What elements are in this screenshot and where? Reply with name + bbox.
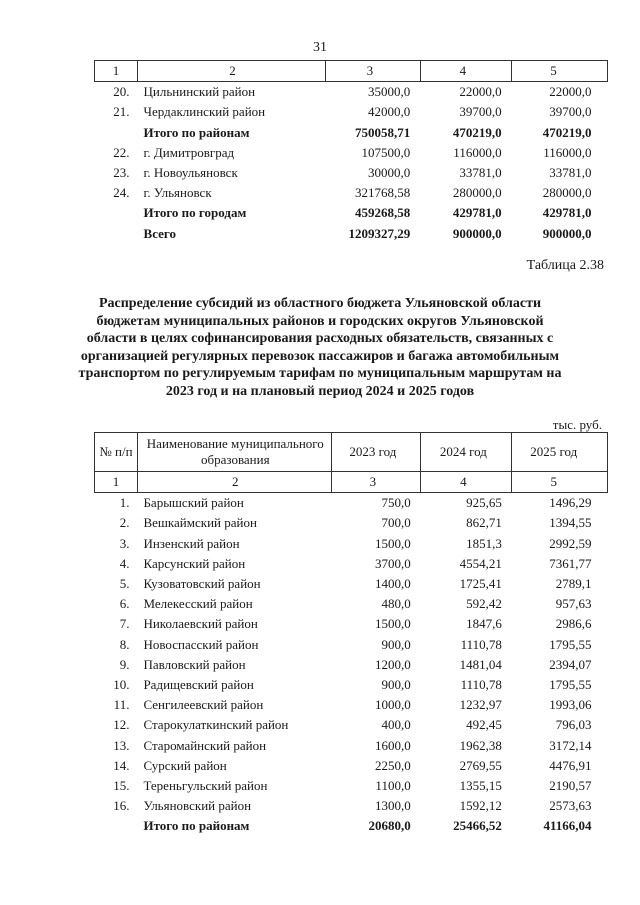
amount-cell: 1232,97 [459, 697, 502, 713]
amount-cell: 7361,77 [549, 555, 592, 571]
municipality-name: Тереньгульский район [143, 777, 268, 793]
header-cell: 2024 год [421, 433, 512, 472]
municipality-name: г. Новоульяновск [143, 165, 238, 181]
row-number: 12. [113, 717, 130, 733]
amount-cell: 25466,52 [453, 818, 502, 834]
amount-cell: 862,71 [466, 515, 502, 531]
municipality-name: Итого по районам [143, 818, 250, 834]
header-cell: 4 [420, 61, 511, 82]
row-number: 14. [113, 757, 130, 773]
municipality-name: Кузоватовский район [143, 576, 261, 592]
row-number [95, 123, 138, 143]
amount-cell: 1496,29 [549, 495, 592, 511]
amount-cell: 2789,1 [555, 576, 592, 592]
amount-cell: 480,0 [381, 596, 411, 612]
table-row [95, 82, 608, 103]
header-cell: 1 [95, 472, 138, 493]
row-number: 2. [119, 515, 130, 531]
amount-cell: 22000,0 [459, 84, 502, 100]
header-cell: 5 [512, 61, 608, 82]
municipality-name: Инзенский район [143, 535, 240, 551]
amount-cell: 35000,0 [367, 84, 411, 100]
row-number: 16. [113, 798, 130, 814]
row-number [95, 816, 138, 836]
table-row [95, 715, 608, 735]
row-number: 8. [119, 636, 130, 652]
amount-cell: 400,0 [381, 717, 411, 733]
table-row [95, 756, 608, 776]
municipality-name: Старокулаткинский район [143, 717, 289, 733]
header-cell: 1 [95, 61, 138, 82]
amount-cell: 1355,15 [459, 777, 502, 793]
row-number: 22. [113, 144, 130, 160]
amount-cell: 1795,55 [549, 636, 592, 652]
row-number [95, 203, 138, 223]
total-row [95, 224, 608, 244]
amount-cell: 459268,58 [354, 205, 411, 221]
municipality-name: Новоспасский район [143, 636, 259, 652]
municipality-name: Радищевский район [143, 676, 254, 692]
amount-cell: 2190,57 [549, 777, 592, 793]
amount-cell: 492,45 [466, 717, 502, 733]
row-number: 4. [119, 555, 130, 571]
row-number: 3. [119, 535, 130, 551]
total-row [95, 203, 608, 223]
amount-cell: 700,0 [381, 515, 411, 531]
amount-cell: 39700,0 [459, 104, 502, 120]
row-number: 15. [113, 777, 130, 793]
column-numbering-row [95, 61, 608, 82]
amount-cell: 1000,0 [374, 697, 411, 713]
table-row [95, 776, 608, 796]
table-title: Распределение субсидий из областного бюджета Ульяновской области бюджетам муниципальных районов и городских округов Ульяновской области в целях софинансирования расходных обязательств, связанных с организацией регулярных перевозок пассажиров и багажа автомобильным транспортом по регулируемым тарифам по муниципальным маршрутам на 2023 год и на плановый период 2024 и 2025 годов [78, 296, 562, 399]
municipality-name: Цильнинский район [143, 84, 256, 100]
amount-cell: 4476,91 [549, 757, 592, 773]
amount-cell: 470219,0 [542, 124, 592, 140]
amount-cell: 925,65 [466, 495, 502, 511]
amount-cell: 280000,0 [542, 185, 592, 201]
row-number: 21. [113, 104, 130, 120]
amount-cell: 33781,0 [549, 165, 592, 181]
amount-cell: 1500,0 [374, 535, 411, 551]
amount-cell: 22000,0 [549, 84, 592, 100]
units-label: тыс. руб. [552, 417, 602, 432]
amount-cell: 39700,0 [549, 104, 592, 120]
header-cell: Наименование муниципального образования [137, 433, 331, 472]
amount-cell: 1847,6 [466, 616, 502, 632]
table-row [95, 102, 608, 122]
row-number: 7. [119, 616, 130, 632]
amount-cell: 1110,78 [460, 636, 502, 652]
amount-cell: 1725,41 [459, 576, 502, 592]
municipality-name: Итого по районам [143, 124, 250, 140]
amount-cell: 2573,63 [549, 798, 592, 814]
table-row [95, 513, 608, 533]
amount-cell: 107500,0 [361, 144, 411, 160]
municipality-name: Мелекесский район [143, 596, 253, 612]
header-cell: 5 [512, 472, 608, 493]
table-caption: Таблица 2.38 [526, 258, 604, 273]
total-row [95, 816, 608, 836]
amount-cell: 1209327,29 [348, 225, 411, 241]
amount-cell: 116000,0 [543, 144, 592, 160]
column-numbering-row [95, 472, 608, 493]
municipality-name: Павловский район [143, 656, 246, 672]
amount-cell: 116000,0 [453, 144, 502, 160]
amount-cell: 429781,0 [542, 205, 592, 221]
municipality-name: Вешкаймский район [143, 515, 257, 531]
amount-cell: 33781,0 [459, 165, 502, 181]
amount-cell: 3172,14 [549, 737, 592, 753]
table-row [95, 655, 608, 675]
row-number: 9. [119, 656, 130, 672]
amount-cell: 1200,0 [374, 656, 411, 672]
total-row [95, 123, 608, 143]
amount-cell: 2394,07 [549, 656, 592, 672]
amount-cell: 1394,55 [549, 515, 592, 531]
amount-cell: 1795,55 [549, 676, 592, 692]
row-number: 13. [113, 737, 130, 753]
amount-cell: 280000,0 [452, 185, 502, 201]
municipality-name: Николаевский район [143, 616, 258, 632]
amount-cell: 429781,0 [452, 205, 502, 221]
municipality-name: Барышский район [143, 495, 244, 511]
table-row [95, 143, 608, 163]
municipality-name: Сенгилеевский район [143, 697, 264, 713]
amount-cell: 20680,0 [368, 818, 411, 834]
header-cell: 2 [138, 61, 326, 82]
row-number: 10. [113, 676, 130, 692]
amount-cell: 1400,0 [374, 576, 411, 592]
table-row [95, 574, 608, 594]
amount-cell: 470219,0 [452, 124, 502, 140]
amount-cell: 1500,0 [374, 616, 411, 632]
amount-cell: 1993,06 [549, 697, 592, 713]
amount-cell: 1592,12 [459, 798, 502, 814]
municipality-name: Всего [143, 225, 176, 241]
amount-cell: 1851,3 [466, 535, 502, 551]
row-number [95, 224, 138, 244]
table-row [95, 635, 608, 655]
table-row [95, 183, 608, 203]
amount-cell: 30000,0 [367, 165, 411, 181]
amount-cell: 900000,0 [542, 225, 592, 241]
amount-cell: 796,03 [555, 717, 592, 733]
header-cell: 4 [421, 472, 512, 493]
amount-cell: 957,63 [555, 596, 592, 612]
amount-cell: 900,0 [381, 636, 411, 652]
page-number: 31 [313, 40, 327, 55]
amount-cell: 1110,78 [460, 676, 502, 692]
amount-cell: 2992,59 [549, 535, 592, 551]
header-cell: 2023 год [331, 433, 421, 472]
table-row [95, 594, 608, 614]
amount-cell: 321768,58 [354, 185, 411, 201]
municipality-name: Итого по городам [143, 205, 247, 221]
header-cell: 2025 год [512, 433, 608, 472]
amount-cell: 2769,55 [459, 757, 502, 773]
table-row [95, 796, 608, 816]
table-row [95, 493, 608, 514]
row-number: 20. [113, 84, 130, 100]
subsidy-table [94, 432, 608, 836]
amount-cell: 750058,71 [354, 124, 411, 140]
table-row [95, 554, 608, 574]
header-cell: № п/п [95, 433, 138, 472]
table-row [95, 163, 608, 183]
table-header-row [95, 433, 608, 472]
header-cell: 3 [331, 472, 421, 493]
table-row [95, 534, 608, 554]
table-row [95, 675, 608, 695]
row-number: 6. [119, 596, 130, 612]
table-row [95, 735, 608, 755]
row-number: 5. [119, 576, 130, 592]
table-row [95, 614, 608, 634]
row-number: 11. [113, 697, 130, 713]
header-cell: 2 [137, 472, 331, 493]
row-number: 1. [119, 495, 130, 511]
header-cell: 3 [326, 61, 421, 82]
amount-cell: 1481,04 [459, 656, 502, 672]
amount-cell: 900000,0 [452, 225, 502, 241]
municipality-name: Сурский район [143, 757, 227, 773]
amount-cell: 2250,0 [374, 757, 411, 773]
amount-cell: 42000,0 [367, 104, 411, 120]
amount-cell: 750,0 [381, 495, 411, 511]
municipality-name: Старомайнский район [143, 737, 267, 753]
municipality-name: г. Димитровград [143, 144, 235, 160]
amount-cell: 1100,0 [375, 777, 411, 793]
amount-cell: 2986,6 [555, 616, 592, 632]
amount-cell: 3700,0 [374, 555, 411, 571]
table-row [95, 695, 608, 715]
municipality-name: Ульяновский район [143, 798, 252, 814]
amount-cell: 4554,21 [459, 555, 502, 571]
amount-cell: 41166,04 [543, 818, 592, 834]
municipality-name: г. Ульяновск [143, 185, 212, 201]
amount-cell: 592,42 [466, 596, 502, 612]
amount-cell: 1300,0 [374, 798, 411, 814]
amount-cell: 900,0 [381, 676, 411, 692]
table-continuation [94, 60, 608, 244]
municipality-name: Карсунский район [143, 555, 246, 571]
amount-cell: 1962,38 [459, 737, 502, 753]
municipality-name: Чердаклинский район [143, 104, 266, 120]
row-number: 24. [113, 185, 130, 201]
amount-cell: 1600,0 [374, 737, 411, 753]
row-number: 23. [113, 165, 130, 181]
